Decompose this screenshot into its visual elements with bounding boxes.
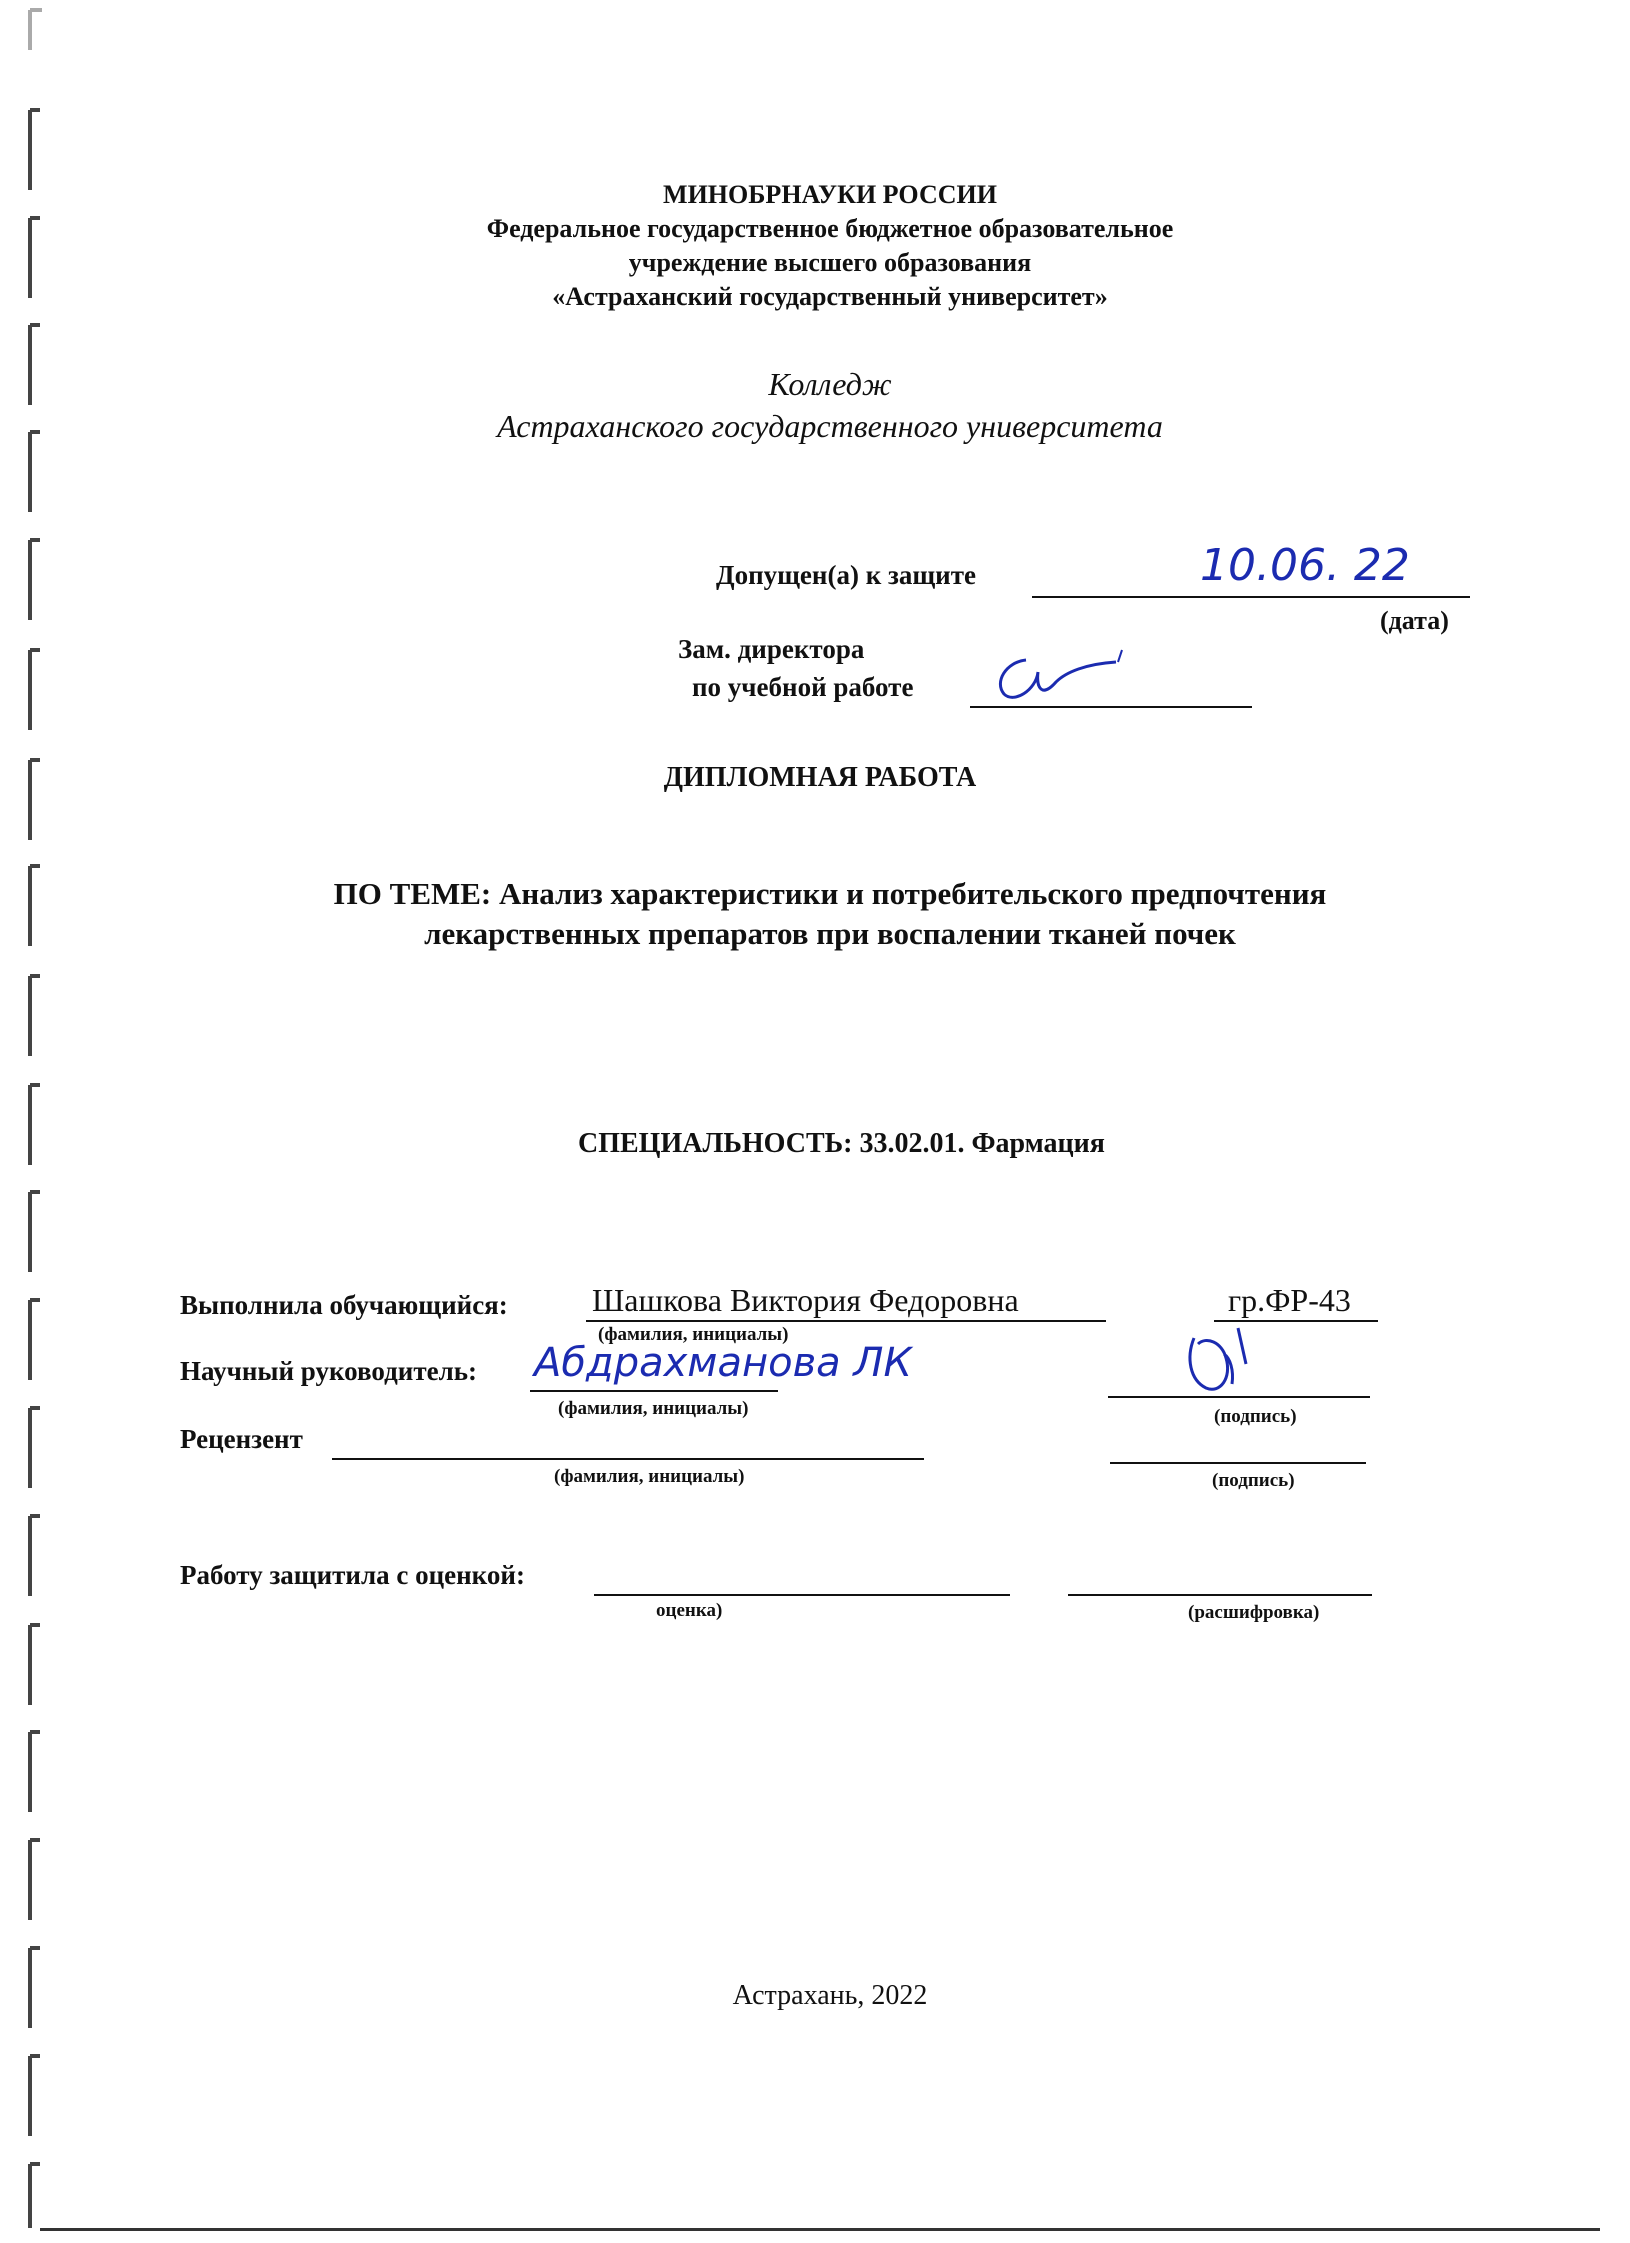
college-line-1: Колледж	[768, 366, 892, 402]
supervisor-signature	[1176, 1318, 1266, 1408]
document-type: ДИПЛОМНАЯ РАБОТА	[663, 762, 977, 793]
defense-grade-caption: оценка)	[656, 1600, 723, 1621]
supervisor-label: Научный руководитель:	[180, 1356, 477, 1386]
student-group: гр.ФР-43	[1228, 1282, 1351, 1318]
supervisor-signature-caption: (подпись)	[1214, 1406, 1297, 1427]
student-name-caption: (фамилия, инициалы)	[598, 1324, 789, 1345]
student-label: Выполнила обучающийся:	[180, 1290, 508, 1320]
academic-work-label: по учебной работе	[692, 672, 914, 702]
supervisor-name-handwritten: Абдрахманова ЛК	[534, 1340, 912, 1386]
topic-line-2: лекарственных препаратов при воспалении тканей почек	[424, 916, 1236, 951]
specialty: СПЕЦИАЛЬНОСТЬ: 33.02.01. Фармация	[578, 1128, 1105, 1159]
admission-date-line	[1032, 596, 1470, 598]
admission-label: Допущен(а) к защите	[716, 560, 976, 590]
supervisor-name-line	[530, 1390, 778, 1392]
bottom-edge-line	[40, 2228, 1600, 2231]
reviewer-name-caption: (фамилия, инициалы)	[554, 1466, 745, 1487]
reviewer-name-line	[332, 1458, 924, 1460]
ministry-name: МИНОБРНАУКИ РОССИИ	[663, 180, 997, 209]
topic-line-1: ПО ТЕМЕ: Анализ характеристики и потребительского предпочтения	[333, 876, 1327, 911]
university-name: «Астраханский государственный университет»	[552, 282, 1108, 311]
deputy-director-label: Зам. директора	[678, 634, 865, 664]
institution-line-2: учреждение высшего образования	[628, 248, 1032, 277]
defense-grade-line	[594, 1594, 1010, 1596]
deputy-signature	[986, 642, 1136, 708]
supervisor-name-caption: (фамилия, инициалы)	[558, 1398, 749, 1419]
student-name: Шашкова Виктория Федоровна	[592, 1282, 1019, 1318]
reviewer-signature-caption: (подпись)	[1212, 1470, 1295, 1491]
date-caption: (дата)	[1380, 606, 1449, 635]
reviewer-signature-line	[1110, 1462, 1366, 1464]
defense-decoding-caption: (расшифровка)	[1188, 1602, 1320, 1623]
admission-date-handwritten: 10.06. 22	[1200, 540, 1410, 591]
student-name-line	[586, 1320, 1106, 1322]
reviewer-label: Рецензент	[180, 1424, 303, 1454]
institution-line-1: Федеральное государственное бюджетное образовательное	[486, 214, 1174, 243]
defense-label: Работу защитила с оценкой:	[180, 1560, 525, 1590]
defense-decoding-line	[1068, 1594, 1372, 1596]
binding-marks	[0, 0, 60, 2243]
college-line-2: Астраханского государственного университета	[497, 408, 1163, 444]
city-year: Астрахань, 2022	[732, 1980, 928, 2011]
